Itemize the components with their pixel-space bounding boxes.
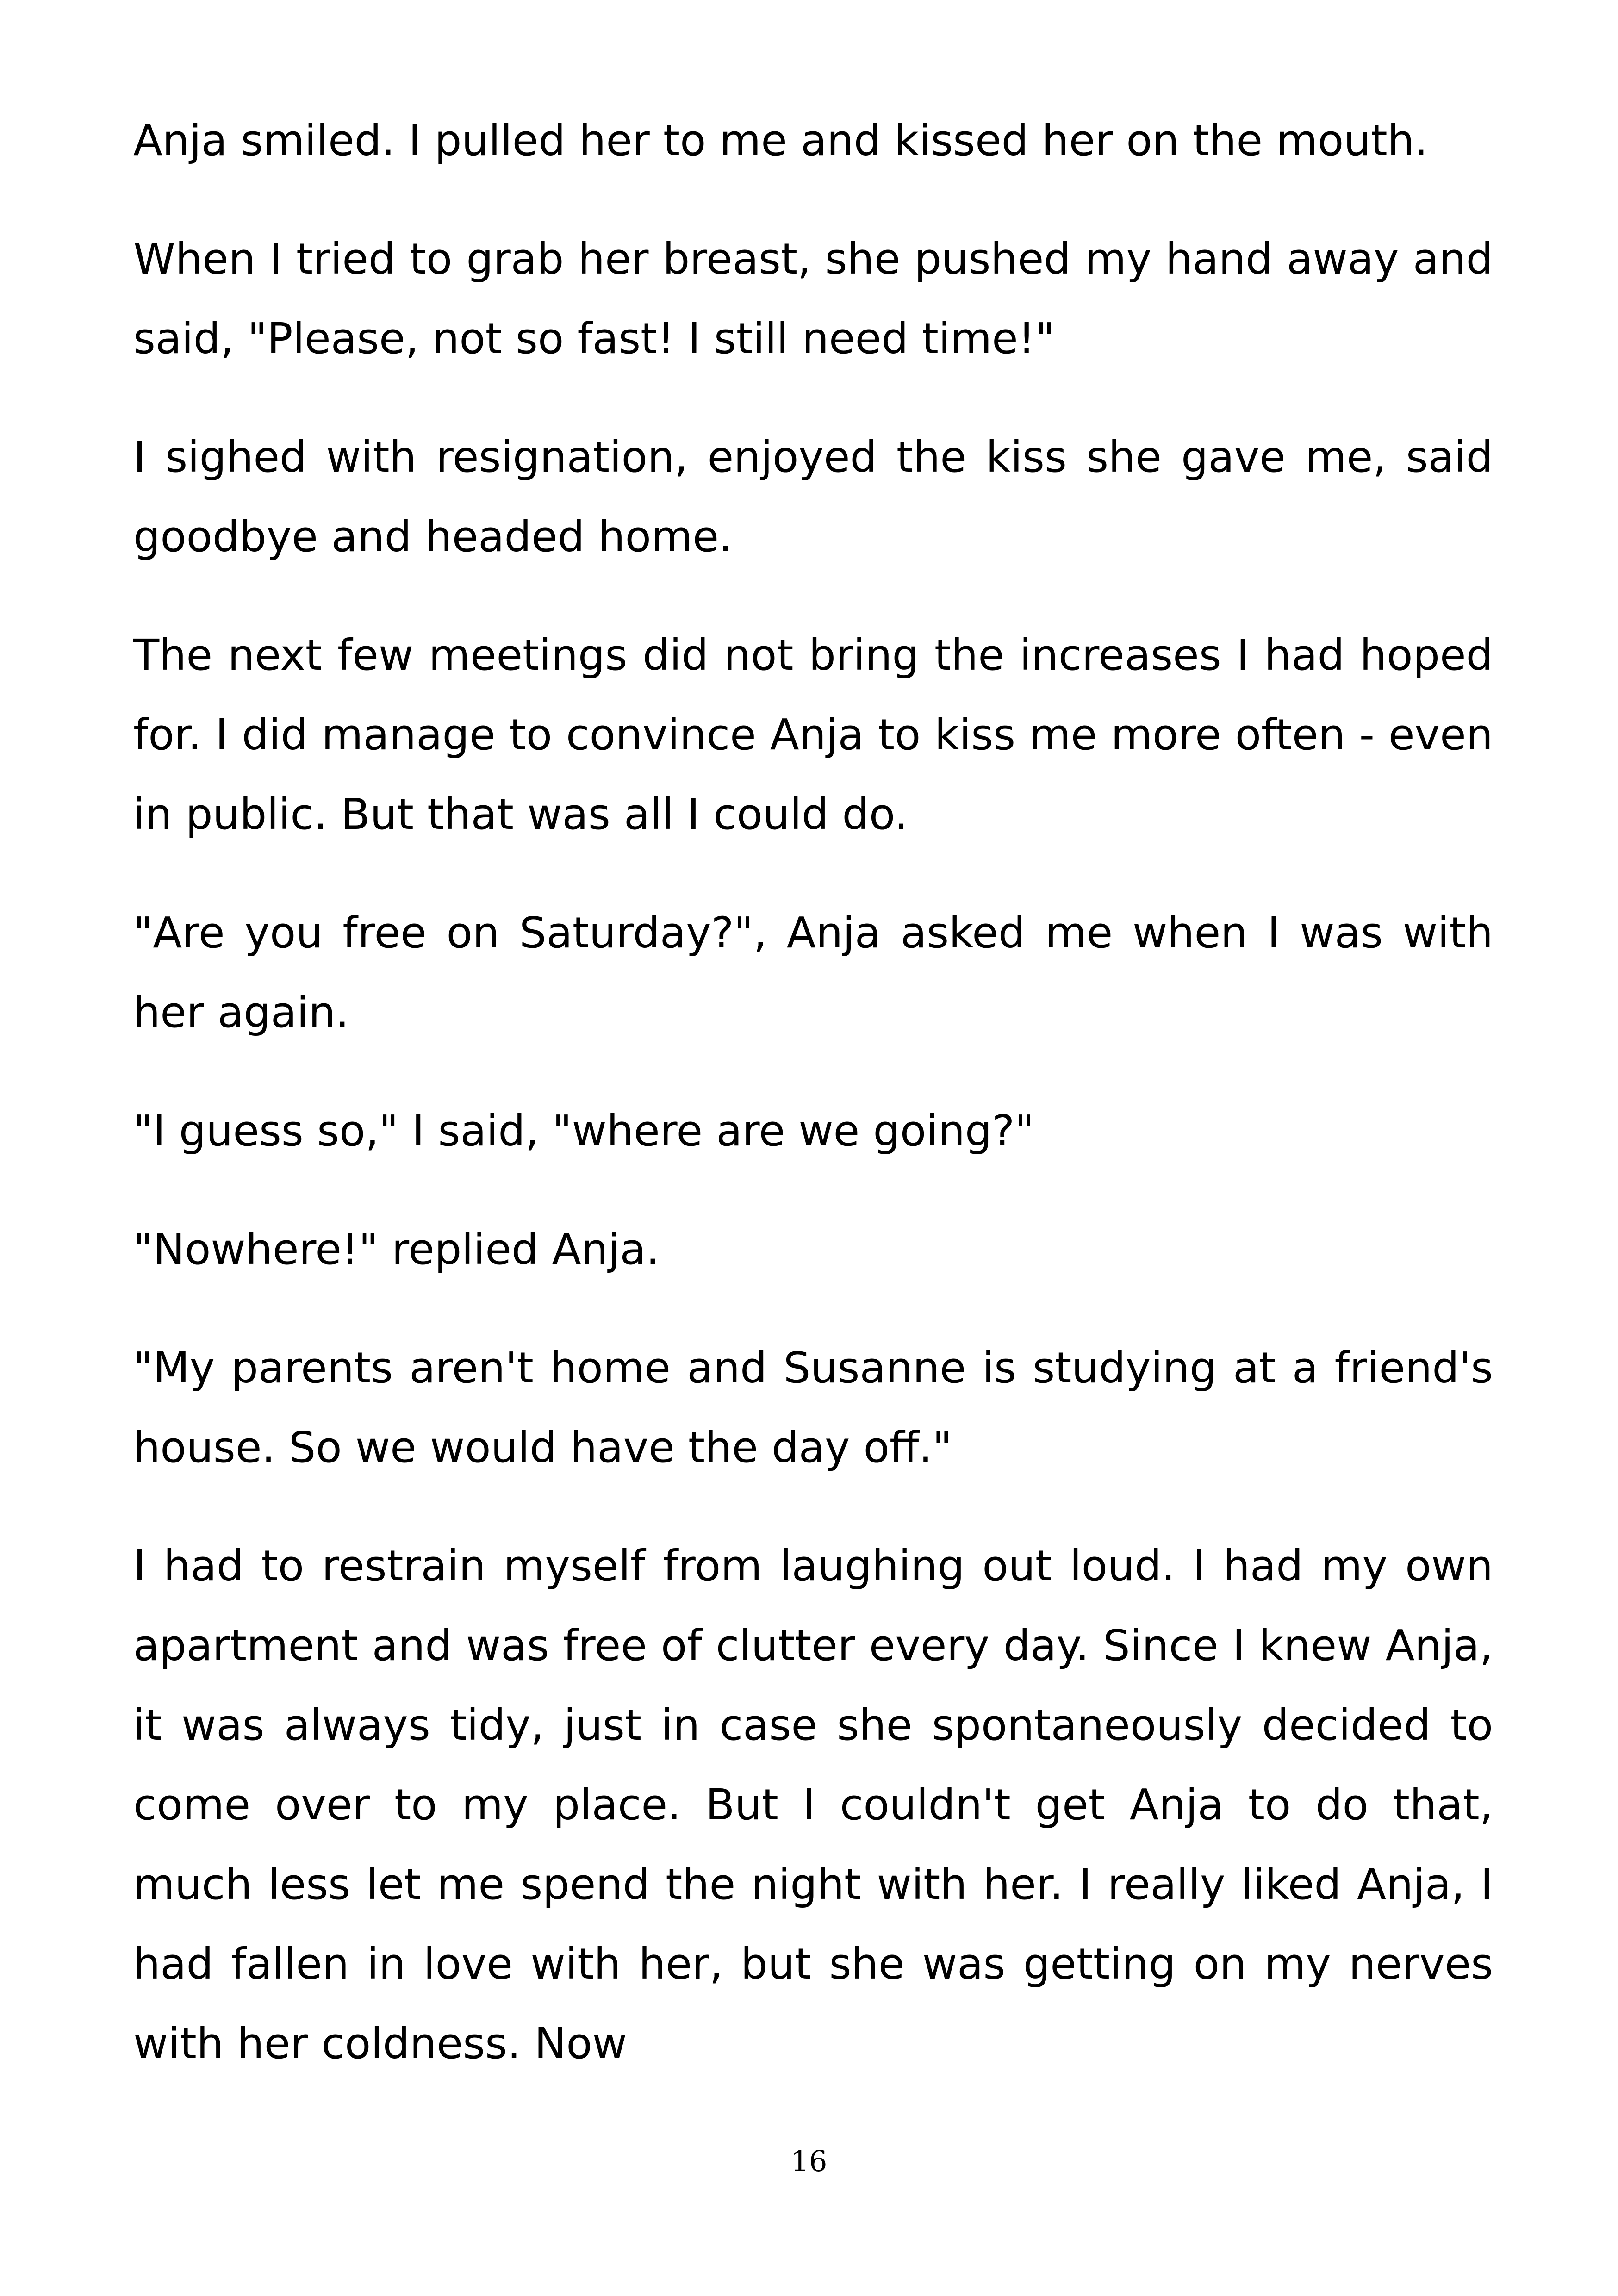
paragraph: "I guess so," I said, "where are we going?": [133, 1106, 1034, 1156]
paragraph: When I tried to grab her breast, she pushed my hand away and said, "Please, not so fast! I still need time!": [133, 234, 1493, 363]
body-text: [133, 101, 1493, 2122]
paragraph: "Are you free on Saturday?", Anja asked me when I was with her again.: [133, 908, 1493, 1037]
paragraph: Anja smiled. I pulled her to me and kissed her on the mouth.: [133, 116, 1428, 165]
paragraph: "Nowhere!" replied Anja.: [133, 1225, 660, 1274]
paragraph: I sighed with resignation, enjoyed the kiss she gave me, said goodbye and headed home.: [133, 432, 1493, 561]
paragraph: The next few meetings did not bring the increases I had hoped for. I did manage to convince Anja to kiss me more often - even in public. But that was all I could do.: [133, 630, 1493, 839]
page-number: 16: [790, 2144, 828, 2178]
paragraph: "My parents aren't home and Susanne is studying at a friend's house. So we would have the day off.": [133, 1343, 1493, 1472]
paragraph: I had to restrain myself from laughing out loud. I had my own apartment and was free of clutter every day. Since I knew Anja, it was always tidy, just in case she spontaneously decided to come over to my place. But I couldn't get Anja to do that, much less let me spend the night with her. I really liked Anja, I had fallen in love with her, but she was getting on my nerves with her coldness. Now: [133, 1541, 1493, 2068]
